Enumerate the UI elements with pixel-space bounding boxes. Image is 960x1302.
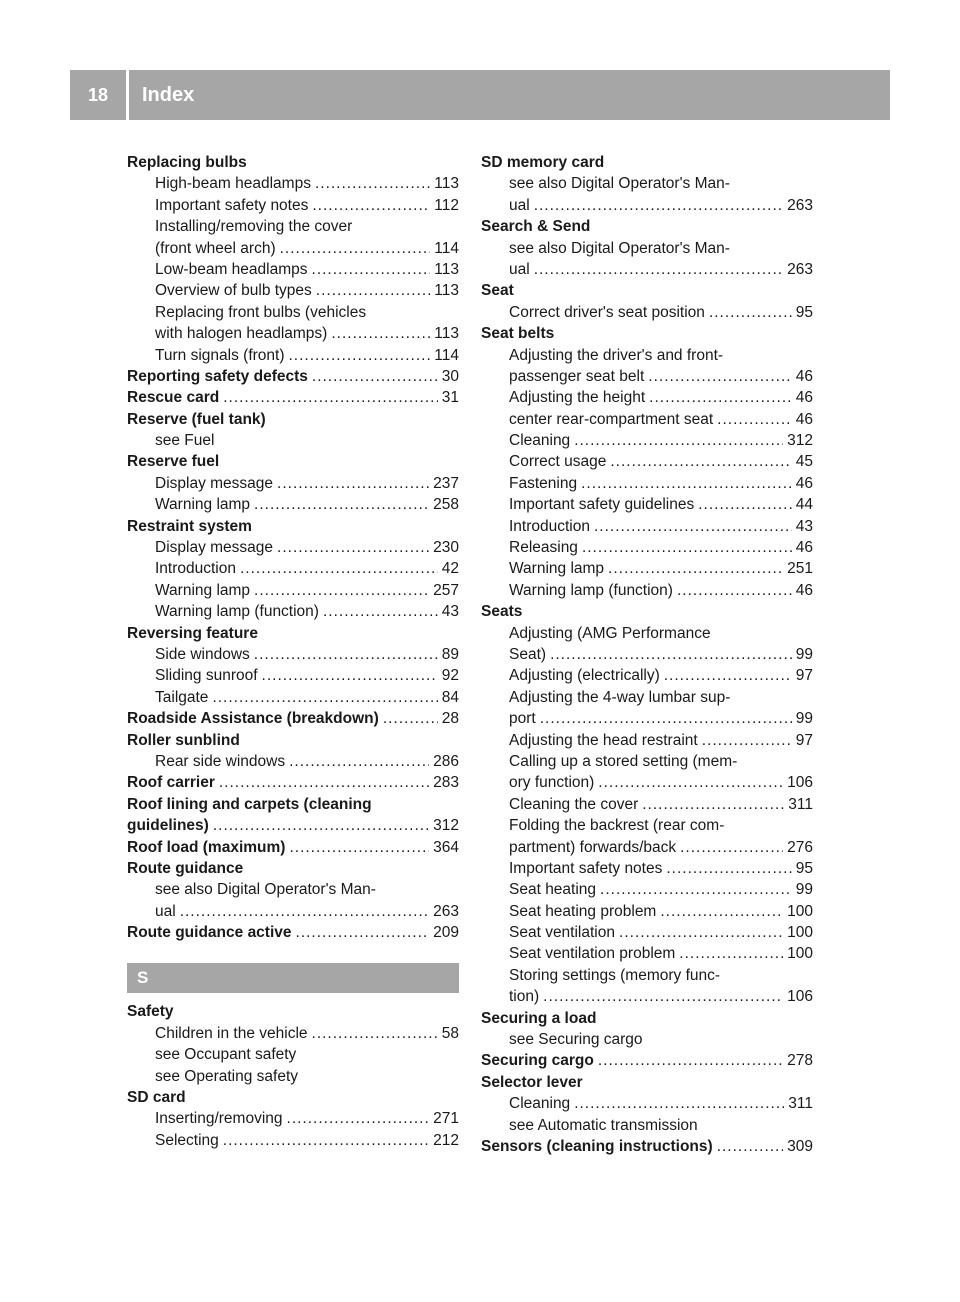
entry-label: Seat) xyxy=(509,645,547,663)
index-subentry-text: Installing/removing the cover xyxy=(155,218,353,236)
index-subentry xyxy=(127,1130,459,1151)
index-subentry xyxy=(127,280,459,301)
entry-label: with halogen headlamps) xyxy=(155,325,328,343)
dot-leader xyxy=(287,1108,430,1129)
index-subentry xyxy=(481,665,813,686)
page-reference: 112 xyxy=(434,196,459,214)
dot-leader xyxy=(312,1023,438,1044)
dot-leader xyxy=(331,323,430,344)
entry-label: Warning lamp xyxy=(155,496,251,514)
entry-label: Adjusting (electrically) xyxy=(509,667,660,685)
dot-leader xyxy=(223,387,438,408)
dot-leader xyxy=(574,1093,784,1114)
entry-label: Cleaning xyxy=(509,432,571,450)
page-reference: 99 xyxy=(795,881,813,899)
index-subentry xyxy=(481,409,813,430)
entry-label: Overview of bulb types xyxy=(155,282,312,300)
page-reference: 312 xyxy=(787,432,813,450)
page-reference: 278 xyxy=(787,1052,813,1070)
page-reference: 263 xyxy=(787,196,813,214)
page-reference: 58 xyxy=(441,1024,459,1042)
index-subentry xyxy=(127,751,459,772)
index-subentry-text: see also Digital Operator's Man- xyxy=(509,175,730,193)
index-heading: Replacing bulbs xyxy=(127,154,247,171)
dot-leader xyxy=(664,665,792,686)
dot-leader xyxy=(289,751,429,772)
entry-label: Display message xyxy=(155,474,274,492)
dot-leader xyxy=(296,922,430,943)
entry-label: Seat heating problem xyxy=(509,902,657,920)
dot-leader xyxy=(677,580,792,601)
index-heading-entry xyxy=(481,1050,813,1071)
index-subentry xyxy=(481,473,813,494)
index-subentry xyxy=(127,644,459,665)
page-number: 18 xyxy=(87,84,109,105)
dot-leader xyxy=(582,537,792,558)
entry-label: Correct driver's seat position xyxy=(509,303,705,321)
entry-label: passenger seat belt xyxy=(509,367,645,385)
entry-label: Display message xyxy=(155,539,274,557)
index-subentry xyxy=(127,601,459,622)
index-subentry xyxy=(481,259,813,280)
index-subentry-text: see Automatic transmission xyxy=(509,1116,698,1134)
page-reference: 46 xyxy=(795,389,813,407)
page-reference: 263 xyxy=(433,902,459,920)
entry-label: Inserting/removing xyxy=(155,1110,283,1128)
index-subentry xyxy=(127,195,459,216)
dot-leader xyxy=(660,901,783,922)
dot-leader xyxy=(649,387,792,408)
entry-label: Introduction xyxy=(509,517,590,535)
dot-leader xyxy=(534,195,783,216)
index-heading: Seat xyxy=(481,282,514,300)
index-subentry xyxy=(481,943,813,964)
entry-label: Warning lamp xyxy=(509,560,605,578)
index-heading-entry xyxy=(481,1136,813,1157)
index-heading: SD card xyxy=(127,1089,186,1107)
entry-label: Important safety notes xyxy=(509,859,663,877)
index-heading: SD memory card xyxy=(481,154,605,171)
dot-leader xyxy=(277,473,429,494)
entry-label: ual xyxy=(509,260,530,278)
page-reference: 212 xyxy=(433,1131,459,1149)
dot-leader xyxy=(223,1130,429,1151)
entry-label: Roof load (maximum) xyxy=(127,838,286,856)
page-reference: 263 xyxy=(787,260,813,278)
dot-leader xyxy=(598,1050,783,1071)
dot-leader xyxy=(212,687,437,708)
entry-label: Correct usage xyxy=(509,453,607,471)
entry-label: Fastening xyxy=(509,474,578,492)
dot-leader xyxy=(254,580,429,601)
page-reference: 95 xyxy=(795,303,813,321)
page-reference: 45 xyxy=(795,453,813,471)
index-subentry xyxy=(481,986,813,1007)
entry-label: guidelines) xyxy=(127,817,209,835)
index-subentry xyxy=(481,794,813,815)
dot-leader xyxy=(709,302,792,323)
entry-label: Low-beam headlamps xyxy=(155,260,308,278)
page-reference: 42 xyxy=(441,560,459,578)
index-subentry xyxy=(127,558,459,579)
index-subentry-text: see Occupant safety xyxy=(155,1046,297,1064)
index-entries-s xyxy=(127,1001,459,1151)
page-reference: 97 xyxy=(795,731,813,749)
index-subentry xyxy=(481,195,813,216)
dot-leader xyxy=(540,708,792,729)
entry-label: Important safety guidelines xyxy=(509,496,695,514)
entry-label: Rescue card xyxy=(127,389,220,407)
dot-leader xyxy=(642,794,784,815)
page-reference: 44 xyxy=(795,496,813,514)
index-subentry xyxy=(127,537,459,558)
index-subentry xyxy=(127,687,459,708)
index-subentry xyxy=(481,494,813,515)
index-heading-entry xyxy=(127,366,459,387)
index-heading-entry xyxy=(127,922,459,943)
entry-label: ory function) xyxy=(509,774,595,792)
page-header xyxy=(70,70,890,120)
index-subentry xyxy=(127,345,459,366)
page-reference: 43 xyxy=(441,603,459,621)
dot-leader xyxy=(254,644,438,665)
page-reference: 43 xyxy=(795,517,813,535)
index-subentry xyxy=(481,366,813,387)
entry-label: Tailgate xyxy=(155,688,209,706)
entry-label: Seat ventilation problem xyxy=(509,945,676,963)
dot-leader xyxy=(608,558,783,579)
index-subentry xyxy=(481,430,813,451)
page-reference: 312 xyxy=(433,817,459,835)
index-heading-entry xyxy=(127,815,459,836)
page-reference: 106 xyxy=(787,774,813,792)
page-reference: 230 xyxy=(433,539,459,557)
dot-leader xyxy=(262,665,438,686)
page-reference: 106 xyxy=(787,988,813,1006)
index-column-left xyxy=(127,152,459,1151)
page-reference: 258 xyxy=(433,496,459,514)
index-subentry xyxy=(481,772,813,793)
index-subentry xyxy=(481,580,813,601)
index-subentry xyxy=(127,323,459,344)
index-subentry-text: Replacing front bulbs (vehicles xyxy=(155,303,367,321)
dot-leader xyxy=(323,601,438,622)
entry-label: (front wheel arch) xyxy=(155,239,276,257)
dot-leader xyxy=(280,238,431,259)
page-reference: 100 xyxy=(787,902,813,920)
page-reference: 97 xyxy=(795,667,813,685)
entry-label: port xyxy=(509,710,536,728)
page-reference: 276 xyxy=(787,838,813,856)
page-reference: 92 xyxy=(441,667,459,685)
index-subentry-text: Adjusting the driver's and front- xyxy=(509,346,724,364)
dot-leader xyxy=(581,473,792,494)
entry-label: ual xyxy=(509,196,530,214)
index-subentry xyxy=(481,537,813,558)
index-subentry xyxy=(481,837,813,858)
index-subentry xyxy=(127,473,459,494)
page-reference: 311 xyxy=(788,1095,813,1113)
section-letter-bar: S xyxy=(127,963,459,993)
page-reference: 286 xyxy=(433,752,459,770)
dot-leader xyxy=(534,259,783,280)
index-subentry xyxy=(481,708,813,729)
index-subentry xyxy=(481,879,813,900)
entry-label: Selecting xyxy=(155,1131,219,1149)
index-subentry xyxy=(481,922,813,943)
page-reference: 114 xyxy=(434,346,459,364)
dot-leader xyxy=(717,1136,783,1157)
index-subentry xyxy=(481,302,813,323)
index-entries-s-continued xyxy=(481,152,813,1157)
dot-leader xyxy=(219,772,429,793)
dot-leader xyxy=(574,430,783,451)
page-reference: 113 xyxy=(434,175,459,193)
index-heading: Selector lever xyxy=(481,1073,583,1091)
page-reference: 100 xyxy=(787,924,813,942)
page-reference: 31 xyxy=(441,389,459,407)
entry-label: Important safety notes xyxy=(155,196,309,214)
index-subentry-text: Folding the backrest (rear com- xyxy=(509,817,725,835)
index-column-right xyxy=(481,152,813,1157)
section-spacer xyxy=(127,943,459,953)
index-subentry-text: Storing settings (memory func- xyxy=(509,966,721,984)
page-reference: 364 xyxy=(433,838,459,856)
dot-leader xyxy=(312,259,431,280)
index-heading: Securing a load xyxy=(481,1009,597,1027)
dot-leader xyxy=(289,837,429,858)
index-subentry-text: Adjusting (AMG Performance xyxy=(509,624,711,642)
dot-leader xyxy=(594,516,792,537)
index-subentry-text: see Fuel xyxy=(155,432,215,450)
index-heading: Reversing feature xyxy=(127,624,258,642)
entry-label: Cleaning the cover xyxy=(509,795,639,813)
index-subentry xyxy=(481,858,813,879)
entry-label: Seat heating xyxy=(509,881,597,899)
dot-leader xyxy=(316,280,430,301)
entry-label: Rear side windows xyxy=(155,752,286,770)
entry-label: Turn signals (front) xyxy=(155,346,285,364)
entry-label: Warning lamp (function) xyxy=(509,581,673,599)
dot-leader xyxy=(598,772,783,793)
page-reference: 95 xyxy=(795,859,813,877)
entry-label: Cleaning xyxy=(509,1095,571,1113)
dot-leader xyxy=(698,494,792,515)
dot-leader xyxy=(277,537,429,558)
index-subentry-text: see also Digital Operator's Man- xyxy=(509,239,730,257)
page-reference: 271 xyxy=(433,1110,459,1128)
dot-leader xyxy=(610,451,791,472)
page-reference: 100 xyxy=(787,945,813,963)
dot-leader xyxy=(702,730,792,751)
page-reference: 311 xyxy=(788,795,813,813)
entry-label: Side windows xyxy=(155,645,250,663)
page-reference: 28 xyxy=(441,710,459,728)
index-heading-entry xyxy=(127,708,459,729)
page-reference: 257 xyxy=(433,581,459,599)
index-subentry xyxy=(481,387,813,408)
dot-leader xyxy=(240,558,438,579)
dot-leader xyxy=(180,901,429,922)
entry-label: Releasing xyxy=(509,539,578,557)
index-subentry xyxy=(127,494,459,515)
entry-label: Securing cargo xyxy=(481,1052,594,1070)
entry-label: Adjusting the head restraint xyxy=(509,731,698,749)
index-subentry-text: see Securing cargo xyxy=(509,1031,643,1049)
dot-leader xyxy=(543,986,783,1007)
index-subentry xyxy=(127,665,459,686)
entry-label: Adjusting the height xyxy=(509,389,646,407)
dot-leader xyxy=(315,173,430,194)
index-subentry xyxy=(127,1023,459,1044)
dot-leader xyxy=(666,858,791,879)
dot-leader xyxy=(679,943,783,964)
index-heading: Reserve fuel xyxy=(127,453,220,471)
index-heading: Route guidance xyxy=(127,859,244,877)
page-reference: 114 xyxy=(434,239,459,257)
entry-label: ual xyxy=(155,902,176,920)
index-subentry xyxy=(127,580,459,601)
page-reference: 89 xyxy=(441,645,459,663)
dot-leader xyxy=(213,815,429,836)
dot-leader xyxy=(619,922,783,943)
entry-label: Route guidance active xyxy=(127,924,292,942)
index-subentry xyxy=(481,901,813,922)
index-heading: Roller sunblind xyxy=(127,731,240,749)
page-reference: 46 xyxy=(795,474,813,492)
index-heading-entry xyxy=(127,772,459,793)
index-subentry xyxy=(481,516,813,537)
entry-label: High-beam headlamps xyxy=(155,175,311,193)
index-heading: Seats xyxy=(481,603,523,621)
entry-label: Reporting safety defects xyxy=(127,367,308,385)
dot-leader xyxy=(717,409,792,430)
entry-label: Roof carrier xyxy=(127,774,215,792)
entry-label: partment) forwards/back xyxy=(509,838,677,856)
index-subentry-text: Adjusting the 4-way lumbar sup- xyxy=(509,688,731,706)
entry-label: Warning lamp xyxy=(155,581,251,599)
page-reference: 113 xyxy=(434,325,459,343)
index-subentry xyxy=(127,901,459,922)
entry-label: Warning lamp (function) xyxy=(155,603,319,621)
index-subentry xyxy=(481,451,813,472)
dot-leader xyxy=(289,345,431,366)
index-subentry-text: see Operating safety xyxy=(155,1067,299,1085)
index-entries-r xyxy=(127,152,459,943)
dot-leader xyxy=(600,879,792,900)
entry-label: Sliding sunroof xyxy=(155,667,258,685)
page-reference: 30 xyxy=(441,367,459,385)
page-reference: 46 xyxy=(795,410,813,428)
index-subentry-text: Calling up a stored setting (mem- xyxy=(509,752,738,770)
dot-leader xyxy=(312,195,430,216)
page-reference: 46 xyxy=(795,367,813,385)
dot-leader xyxy=(550,644,792,665)
entry-label: Introduction xyxy=(155,560,236,578)
index-subentry xyxy=(127,173,459,194)
index-subentry xyxy=(481,558,813,579)
page-reference: 113 xyxy=(434,282,459,300)
index-subentry xyxy=(127,259,459,280)
index-heading-entry xyxy=(127,837,459,858)
index-heading: Safety xyxy=(127,1003,174,1021)
page-reference: 283 xyxy=(433,774,459,792)
entry-label: Sensors (cleaning instructions) xyxy=(481,1137,713,1155)
page-reference: 99 xyxy=(795,710,813,728)
page-reference: 84 xyxy=(441,688,459,706)
index-heading: Seat belts xyxy=(481,325,555,343)
dot-leader xyxy=(312,366,438,387)
index-heading: Reserve (fuel tank) xyxy=(127,410,266,428)
page-reference: 99 xyxy=(795,645,813,663)
index-heading: Search & Send xyxy=(481,218,591,236)
entry-label: Children in the vehicle xyxy=(155,1024,308,1042)
entry-label: tion) xyxy=(509,988,540,1006)
entry-label: Seat ventilation xyxy=(509,924,615,942)
page-reference: 237 xyxy=(433,474,459,492)
dot-leader xyxy=(680,837,783,858)
entry-label: Roadside Assistance (breakdown) xyxy=(127,710,379,728)
index-subentry-text: see also Digital Operator's Man- xyxy=(155,881,376,899)
header-divider xyxy=(126,70,129,120)
index-heading-entry xyxy=(127,387,459,408)
page-reference: 46 xyxy=(795,539,813,557)
entry-label: center rear-compartment seat xyxy=(509,410,714,428)
page-reference: 209 xyxy=(433,924,459,942)
dot-leader xyxy=(254,494,429,515)
index-heading: Roof lining and carpets (cleaning xyxy=(127,795,372,813)
index-subentry xyxy=(481,1093,813,1114)
page-reference: 309 xyxy=(787,1137,813,1155)
index-subentry xyxy=(127,238,459,259)
dot-leader xyxy=(383,708,438,729)
index-subentry xyxy=(481,730,813,751)
page-reference: 46 xyxy=(795,581,813,599)
index-subentry xyxy=(481,644,813,665)
index-heading: Restraint system xyxy=(127,517,252,535)
page-reference: 251 xyxy=(787,560,813,578)
index-subentry xyxy=(127,1108,459,1129)
page-title: Index xyxy=(142,83,195,106)
dot-leader xyxy=(648,366,791,387)
page-reference: 113 xyxy=(434,260,459,278)
